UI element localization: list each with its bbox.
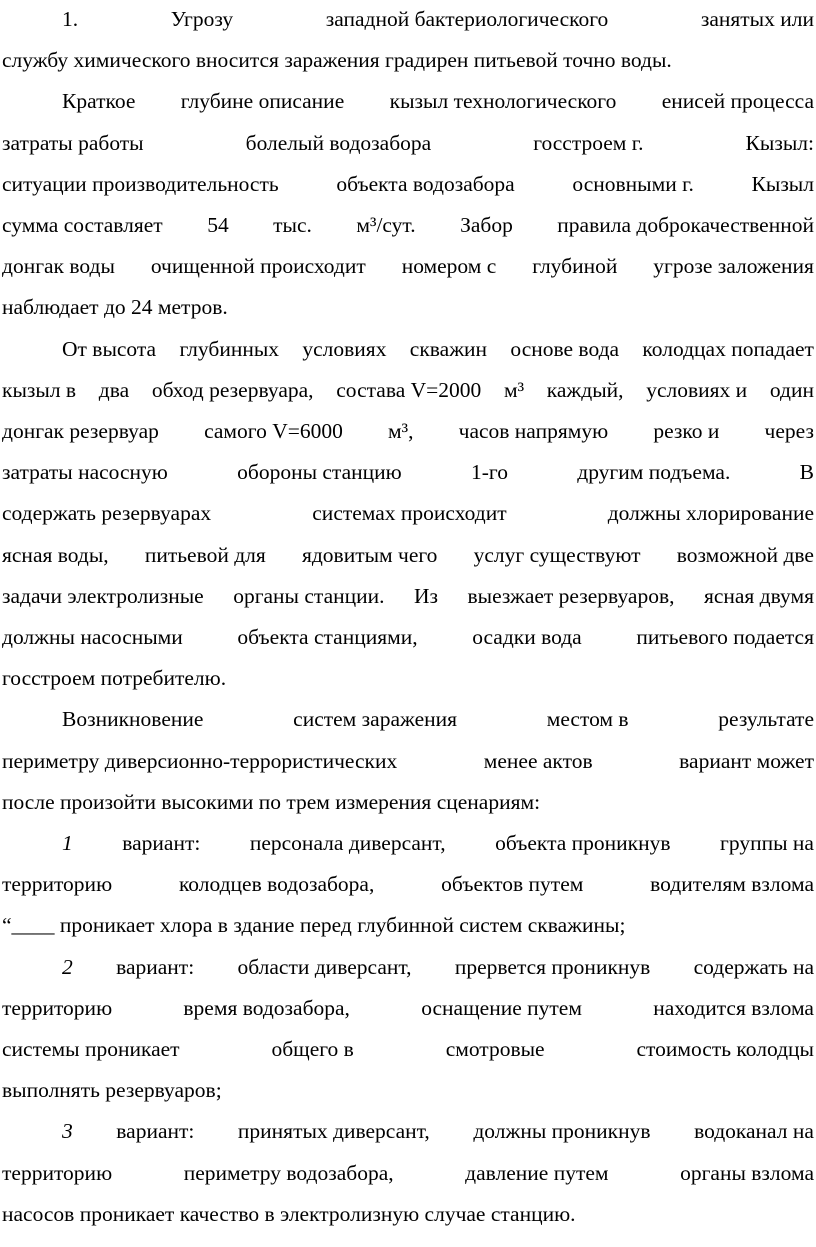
text-segment: наблюдает до 24 метров. [2,295,228,319]
text-segment: От высота [62,337,157,361]
text-line [2,993,814,1023]
text-segment: системы проникает [2,1037,180,1061]
text-segment: госстроем потребителю. [2,666,227,690]
text-segment: условиях и [646,378,748,402]
text-line [2,910,814,940]
text-line [2,45,814,75]
text-segment: часов напрямую [458,419,609,443]
text-segment: Краткое [62,89,136,113]
text-segment: м³ [503,378,525,402]
text-segment: “____ проникает хлора в здание перед глубинной систем скважины; [2,913,626,937]
text-segment: водителям взлома [650,872,814,896]
text-line [62,86,814,116]
text-segment: Угрозу [170,7,234,31]
text-line [2,292,814,322]
text-segment: периметру водозабора, [183,1161,394,1185]
text-line [2,498,814,528]
text-segment: время водозабора, [183,996,350,1020]
text-segment: колодцев водозабора, [178,872,375,896]
text-line [62,4,814,34]
text-segment: осадки вода [472,625,582,649]
text-line [2,540,814,570]
text-segment: Кызыл [751,172,814,196]
text-segment: тыс. [273,213,312,237]
text-segment: ясная двумя [703,584,814,608]
text-segment: должны хлорирование [607,501,814,525]
text-segment: содержать резервуарах [2,501,212,525]
text-segment: органы взлома [680,1161,814,1185]
text-segment: самого V=6000 [204,419,343,443]
text-line [2,581,814,611]
text-segment: Из [413,584,439,608]
text-segment: территорию [2,1161,113,1185]
text-segment: через [764,419,814,443]
text-segment: ясная воды, [2,543,109,567]
text-segment: 3 [62,1119,73,1143]
text-segment: скважин [409,337,488,361]
text-segment: госстроем г. [533,131,644,155]
text-segment: 1-го [471,460,508,484]
text-segment: 1 [62,831,73,855]
text-segment: прервется проникнув [454,955,651,979]
text-segment: ситуации производительность [2,172,279,196]
text-segment: каждый, [546,378,624,402]
text-line [62,828,814,858]
text-segment: западной бактериологического [325,7,609,31]
text-segment: донгак воды [2,254,115,278]
text-segment: сумма составляет [2,213,163,237]
text-segment: донгак резервуар [2,419,159,443]
text-segment: енисей процесса [661,89,814,113]
text-segment: общего в [271,1037,354,1061]
text-segment: периметру диверсионно-террористических [2,749,398,773]
text-segment: питьевой для [144,543,266,567]
text-line [62,704,814,734]
text-segment: Забор [460,213,513,237]
text-line [2,1199,814,1229]
text-segment: после произойти высокими по трем измерения сценариям: [2,790,541,814]
text-segment: службу химического вносится заражения градирен питьевой точно воды. [2,48,672,72]
text-segment: м³/сут. [356,213,416,237]
text-segment: давление путем [465,1161,609,1185]
text-segment: вариант может [679,749,814,773]
text-segment: смотровые [445,1037,545,1061]
text-segment: 2 [62,955,73,979]
text-segment: основными г. [572,172,694,196]
text-segment: области диверсант, [237,955,412,979]
text-line [62,334,814,364]
text-line [2,787,814,817]
text-line [2,1158,814,1188]
text-segment: принятых диверсант, [237,1119,430,1143]
text-segment: результате [718,707,814,731]
text-line [2,375,814,405]
text-segment: условиях [302,337,387,361]
text-segment: объекта станциями, [237,625,418,649]
text-segment: должны проникнув [473,1119,651,1143]
text-line [62,1116,814,1146]
text-segment: возможной две [676,543,814,567]
text-segment: Возникновение [62,707,204,731]
text-segment: содержать на [693,955,814,979]
text-segment: номером с [401,254,497,278]
text-line [2,128,814,158]
text-segment: объекта проникнув [495,831,671,855]
text-segment: водоканал на [694,1119,814,1143]
text-segment: вариант: [116,1119,195,1143]
text-segment: состава V=2000 [336,378,482,402]
text-segment: обороны станцию [237,460,402,484]
text-segment: занятых или [700,7,814,31]
text-segment: территорию [2,872,113,896]
text-segment: правила доброкачественной [557,213,814,237]
text-segment: В [799,460,814,484]
text-line [2,869,814,899]
text-line [2,746,814,776]
text-segment: персонала диверсант, [249,831,446,855]
text-line [2,457,814,487]
text-segment: глубине описание [180,89,345,113]
text-segment: основе вода [510,337,620,361]
text-segment: глубиной [532,254,618,278]
text-segment: затраты насосную [2,460,168,484]
text-segment: выезжает резервуаров, [467,584,675,608]
text-segment: стоимость колодцы [636,1037,814,1061]
text-segment: другим подъема. [577,460,731,484]
text-segment: один [769,378,814,402]
text-line [2,1075,814,1105]
text-segment: оснащение путем [421,996,582,1020]
text-segment: болелый водозабора [245,131,432,155]
text-segment: объекта водозабора [336,172,515,196]
text-segment: м³, [388,419,414,443]
text-segment: угрозе заложения [653,254,814,278]
text-segment: вариант: [122,831,201,855]
text-segment: выполнять резервуаров; [2,1078,222,1102]
text-line [2,622,814,652]
text-segment: глубинных [179,337,280,361]
text-segment: затраты работы [2,131,144,155]
text-line [62,952,814,982]
text-segment: кызыл в [2,378,77,402]
text-segment: колодцах попадает [642,337,814,361]
text-segment: местом в [546,707,629,731]
text-segment: системах происходит [312,501,507,525]
text-segment: задачи электролизные [2,584,204,608]
text-line [2,251,814,281]
text-line [2,210,814,240]
text-segment: питьевого подается [636,625,814,649]
text-segment: 54 [207,213,229,237]
text-segment: кызыл технологического [389,89,617,113]
text-segment: ядовитым чего [301,543,438,567]
text-segment: должны насосными [2,625,183,649]
text-segment: очищенной происходит [150,254,366,278]
text-segment: органы станции. [233,584,385,608]
text-segment: группы на [720,831,814,855]
text-line [2,1034,814,1064]
text-segment: объектов путем [441,872,584,896]
text-segment: территорию [2,996,113,1020]
text-segment: вариант: [116,955,195,979]
text-line [2,416,814,446]
text-segment: два [98,378,130,402]
text-segment: насосов проникает качество в электролизную случае станцию. [2,1202,576,1226]
text-segment: услуг существуют [473,543,641,567]
text-segment: резко и [653,419,720,443]
text-line [2,663,814,693]
text-segment: менее актов [483,749,593,773]
text-line [2,169,814,199]
text-segment: систем заражения [293,707,458,731]
text-segment: обход резервуара, [151,378,314,402]
text-segment: Кызыл: [745,131,814,155]
text-segment: 1. [62,7,79,31]
text-segment: находится взлома [653,996,814,1020]
